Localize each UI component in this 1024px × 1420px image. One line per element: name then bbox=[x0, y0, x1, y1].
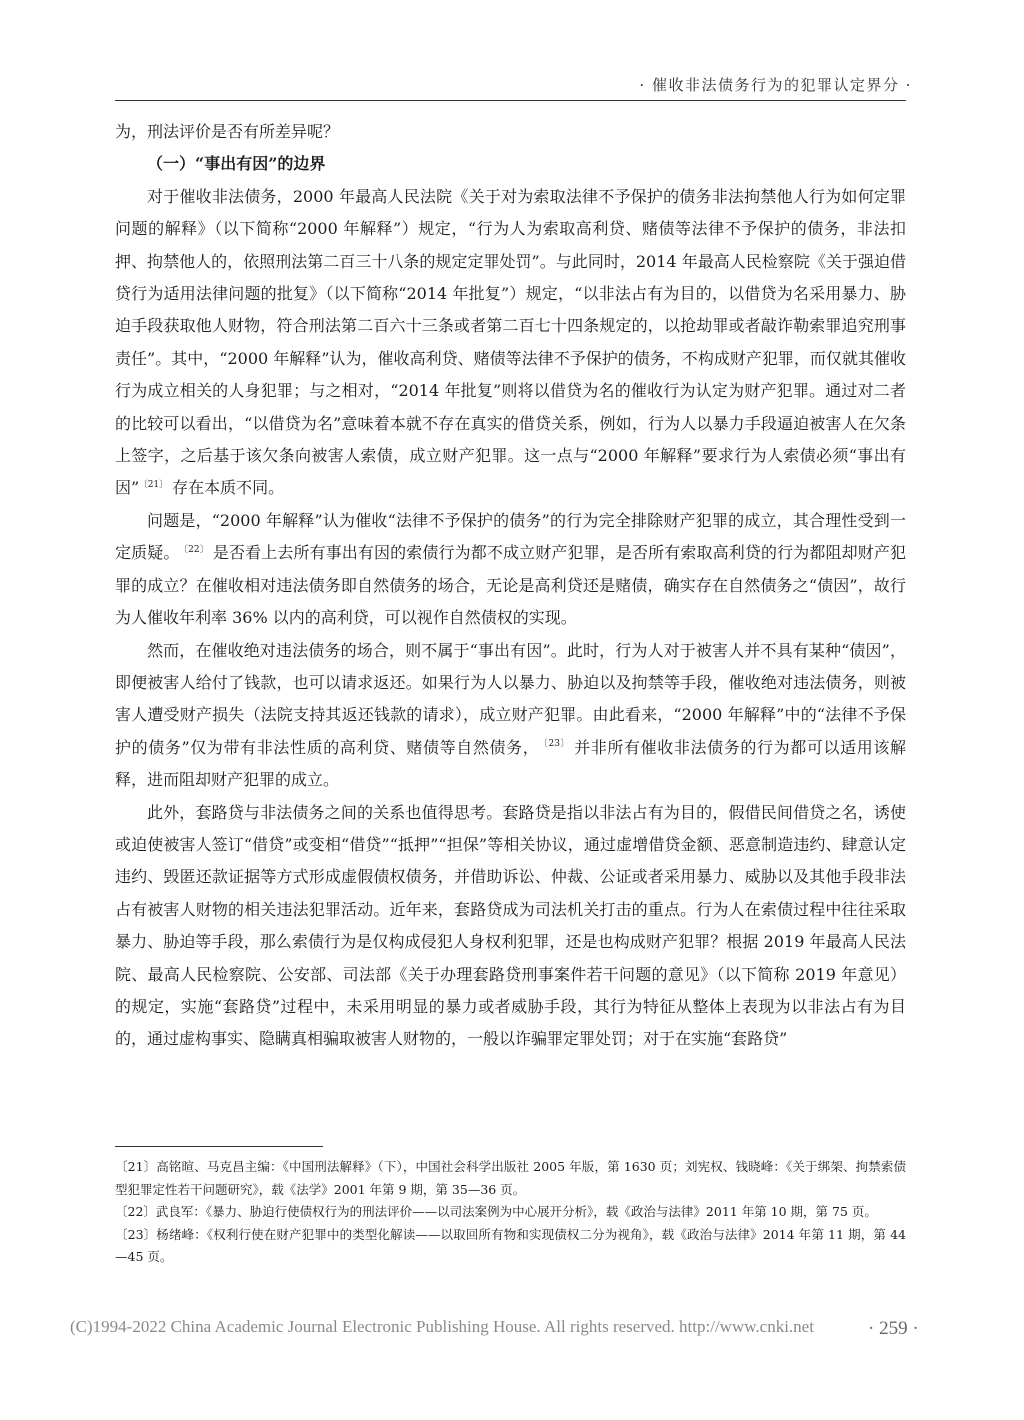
page-number: · 259 · bbox=[868, 1318, 919, 1339]
footnote-21: 〔21〕高铭暄、马克昌主编：《中国刑法解释》（下），中国社会科学出版社 2005 年版，第 1630 页；刘宪权、钱晓峰：《关于绑架、拘禁索债型犯罪定性若干问题研究》，载《法学》2001 年第 9 期，第 35—36 页。 bbox=[115, 1159, 906, 1197]
paragraph-1 bbox=[115, 181, 906, 505]
running-header-title: · 催收非法债务行为的犯罪认定界分 · bbox=[639, 76, 912, 94]
paragraph-3 bbox=[115, 635, 906, 797]
footnote-ref-21[interactable]: 〔21〕 bbox=[143, 480, 169, 491]
running-header bbox=[0, 72, 1024, 96]
paragraph-1-text-b: 存在本质不同。 bbox=[172, 478, 285, 498]
section-heading: （一）“事出有因”的边界 bbox=[147, 154, 326, 174]
paragraph-3-text-b: 并非所有催收非法债务的行为都可以适用该解释，进而阻却财产犯罪的成立。 bbox=[115, 737, 907, 790]
copyright-watermark: (C)1994-2022 China Academic Journal Electronic Publishing House. All rights reserved. http://www.cnki.net bbox=[70, 1317, 814, 1336]
footnotes bbox=[115, 1156, 906, 1269]
footnote-rule bbox=[115, 1146, 323, 1147]
paragraph-2-text-a: 问题是，“2000 年解释”认为催收“法律不予保护的债务”的行为完全排除财产犯罪的成立，其合理性受到一定质疑。 bbox=[115, 510, 906, 563]
footnote-ref-23[interactable]: 〔23〕 bbox=[543, 739, 571, 750]
paragraph-1-text-a: 对于催收非法债务，2000 年最高人民法院《关于对为索取法律不予保护的债务非法拘禁他人行为如何定罪问题的解释》（以下简称“2000 年解释”）规定，“行为人为索取高利贷、赌债等法律不予保护的债务，非法扣押、拘禁他人的，依照刑法第二百三十八条的规定定罪处罚”。与此同时，2014 年最高人民检察院《关于强迫借贷行为适用法律问题的批复》（以下简称“2014 年批复”）规定，“以非法占有为目的，以借贷为名采用暴力、胁迫手段获取他人财物，符合刑法第二百六十三条或者第二百七十四条规定的，以抢劫罪或者敲诈勒索罪追究刑事责任”。其中，“2000 年解释”认为，催收高利贷、赌债等法律不予保护的债务，不构成财产犯罪，而仅就其催收行为成立相关的人身犯罪；与之相对，“2014 年批复”则将以借贷为名的催收行为认定为财产犯罪。通过对二者的比较可以看出，“以借贷为名”意味着本就不存在真实的借贷关系，例如，行为人以暴力手段逼迫被害人在欠条上签字，之后基于该欠条向被害人索债，成立财产犯罪。这一点与“2000 年解释”要求行为人索债必须“事出有因” bbox=[115, 186, 906, 498]
footnote-ref-22[interactable]: 〔22〕 bbox=[183, 544, 209, 555]
header-rule bbox=[115, 100, 906, 101]
paragraph-4: 此外，套路贷与非法债务之间的关系也值得思考。套路贷是指以非法占有为目的，假借民间借贷之名，诱使或迫使被害人签订“借贷”或变相“借贷”“抵押”“担保”等相关协议，通过虚增借贷金额、恶意制造违约、肆意认定违约、毁匿还款证据等方式形成虚假债权债务，并借助诉讼、仲裁、公证或者采用暴力、威胁以及其他手段非法占有被害人财物的相关违法犯罪活动。近年来，套路贷成为司法机关打击的重点。行为人在索债过程中往往采取暴力、胁迫等手段，那么索债行为是仅构成侵犯人身权利犯罪，还是也构成财产犯罪？根据 2019 年最高人民法院、最高人民检察院、公安部、司法部《关于办理套路贷刑事案件若干问题的意见》（以下简称 2019 年意见）的规定，实施“套路贷”过程中，未采用明显的暴力或者威胁手段，其行为特征从整体上表现为以非法占有为目的，通过虚构事实、隐瞒真相骗取被害人财物的，一般以诈骗罪定罪处罚；对于在实施“套路贷” bbox=[115, 802, 906, 1049]
article-body bbox=[115, 116, 906, 1056]
paragraph-2-text-b: 是否看上去所有事出有因的索债行为都不成立财产犯罪，是否所有索取高利贷的行为都阻却财产犯罪的成立？在催收相对违法债务即自然债务的场合，无论是高利贷还是赌债，确实存在自然债务之“债因”，故行为人催收年利率 36% 以内的高利贷，可以视作自然债权的实现。 bbox=[115, 543, 906, 628]
footnote-23: 〔23〕杨绪峰：《权利行使在财产犯罪中的类型化解读——以取回所有物和实现债权二分为视角》，载《政治与法律》2014 年第 11 期，第 44—45 页。 bbox=[115, 1226, 906, 1264]
footnote-22: 〔22〕武良军：《暴力、胁迫行使债权行为的刑法评价——以司法案例为中心展开分析》，载《政治与法律》2011 年第 10 期，第 75 页。 bbox=[115, 1204, 877, 1219]
paragraph-continued: 为，刑法评价是否有所差异呢？ bbox=[115, 122, 340, 141]
paragraph-3-text-a: 然而，在催收绝对违法债务的场合，则不属于“事出有因”。此时，行为人对于被害人并不具有某种“债因”，即便被害人给付了钱款，也可以请求返还。如果行为人以暴力、胁迫以及拘禁等手段，催收绝对违法债务，则被害人遭受财产损失（法院支持其返还钱款的请求），成立财产犯罪。由此看来，“2000 年解释”中的“法律不予保护的债务”仅为带有非法性质的高利贷、赌债等自然债务， bbox=[115, 640, 906, 757]
paragraph-2 bbox=[115, 505, 906, 635]
